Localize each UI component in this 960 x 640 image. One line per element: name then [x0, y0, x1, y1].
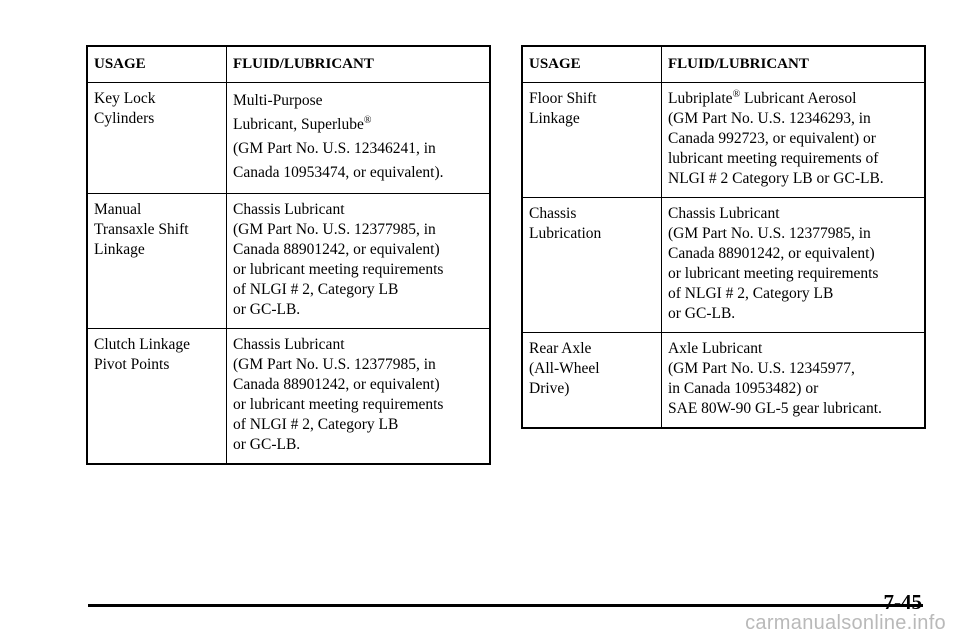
- fluid-line: of NLGI # 2, Category LB: [668, 285, 834, 302]
- table-header-row: [522, 46, 925, 83]
- fluid-line: or lubricant meeting requirements: [233, 261, 444, 278]
- fluid-line: of NLGI # 2, Category LB: [233, 281, 399, 298]
- fluid-cell: [227, 83, 491, 194]
- fluid-line: (GM Part No. U.S. 12345977,: [668, 360, 855, 377]
- usage-line: Transaxle Shift: [94, 221, 189, 238]
- fluid-cell: [662, 83, 926, 198]
- fluid-line: or lubricant meeting requirements: [233, 396, 444, 413]
- usage-cell: [87, 194, 227, 329]
- usage-line: Clutch Linkage: [94, 336, 190, 353]
- fluid-header: FLUID/LUBRICANT: [662, 46, 926, 83]
- fluid-line: Chassis Lubricant: [233, 201, 345, 218]
- fluid-line: Canada 10953474, or equivalent).: [233, 164, 444, 181]
- fluid-line: NLGI # 2 Category LB or GC-LB.: [668, 170, 884, 187]
- fluid-line: in Canada 10953482) or: [668, 380, 819, 397]
- fluid-line: Canada 88901242, or equivalent): [668, 245, 875, 262]
- usage-line: (All-Wheel: [529, 360, 600, 377]
- usage-cell: [522, 198, 662, 333]
- table-header-row: [87, 46, 490, 83]
- fluid-line: (GM Part No. U.S. 12346293, in: [668, 110, 871, 127]
- fluid-cell: [227, 329, 491, 465]
- fluid-line: Chassis Lubricant: [668, 205, 780, 222]
- table-row: [87, 83, 490, 194]
- fluid-header: FLUID/LUBRICANT: [227, 46, 491, 83]
- usage-line: Floor Shift: [529, 90, 597, 107]
- fluid-line: lubricant meeting requirements of: [668, 150, 879, 167]
- fluid-line: Canada 88901242, or equivalent): [233, 241, 440, 258]
- usage-line: Rear Axle: [529, 340, 592, 357]
- fluid-line-text: Lubricant, Superlube: [233, 116, 364, 133]
- fluid-line: [233, 113, 483, 137]
- usage-line: Drive): [529, 380, 570, 397]
- table-row: [87, 329, 490, 465]
- fluid-line: or GC-LB.: [233, 301, 301, 318]
- page-number: 7-45: [883, 590, 922, 614]
- usage-line: Key Lock: [94, 90, 156, 107]
- watermark-text: carmanualsonline.info: [745, 612, 946, 634]
- table-row: [522, 333, 925, 429]
- fluid-line: (GM Part No. U.S. 12346241, in: [233, 140, 436, 157]
- fluid-cell: [227, 194, 491, 329]
- usage-line: Linkage: [94, 241, 145, 258]
- usage-header: USAGE: [522, 46, 662, 83]
- table-row: [522, 83, 925, 198]
- fluid-line: of NLGI # 2, Category LB: [233, 416, 399, 433]
- usage-line: Lubrication: [529, 225, 602, 242]
- fluid-line: or lubricant meeting requirements: [668, 265, 879, 282]
- registered-mark: ®: [363, 114, 372, 126]
- fluid-line: Canada 88901242, or equivalent): [233, 376, 440, 393]
- fluid-line-text: Lubriplate: [668, 90, 733, 107]
- fluid-line: Multi-Purpose: [233, 92, 323, 109]
- lubricant-table-left: [86, 45, 491, 465]
- fluid-line: SAE 80W-90 GL-5 gear lubricant.: [668, 400, 882, 417]
- fluid-cell: [662, 333, 926, 429]
- usage-line: Manual: [94, 201, 142, 218]
- footer-rule: [88, 604, 923, 607]
- usage-cell: [87, 329, 227, 465]
- usage-cell: [522, 333, 662, 429]
- fluid-line: Chassis Lubricant: [233, 336, 345, 353]
- lubricant-table-right: [521, 45, 926, 429]
- fluid-line: (GM Part No. U.S. 12377985, in: [668, 225, 871, 242]
- fluid-cell: [662, 198, 926, 333]
- fluid-line: [668, 89, 918, 109]
- usage-cell: [522, 83, 662, 198]
- fluid-line: or GC-LB.: [668, 305, 736, 322]
- fluid-line: (GM Part No. U.S. 12377985, in: [233, 356, 436, 373]
- table-row: [87, 194, 490, 329]
- fluid-line: Axle Lubricant: [668, 340, 763, 357]
- usage-line: Cylinders: [94, 110, 155, 127]
- usage-line: Chassis: [529, 205, 577, 222]
- fluid-line-text: Lubricant Aerosol: [740, 90, 857, 107]
- usage-line: Pivot Points: [94, 356, 170, 373]
- fluid-line: (GM Part No. U.S. 12377985, in: [233, 221, 436, 238]
- fluid-line: Canada 992723, or equivalent) or: [668, 130, 876, 147]
- usage-line: Linkage: [529, 110, 580, 127]
- registered-mark: ®: [732, 88, 741, 100]
- usage-header: USAGE: [87, 46, 227, 83]
- fluid-line: or GC-LB.: [233, 436, 301, 453]
- usage-cell: [87, 83, 227, 194]
- table-row: [522, 198, 925, 333]
